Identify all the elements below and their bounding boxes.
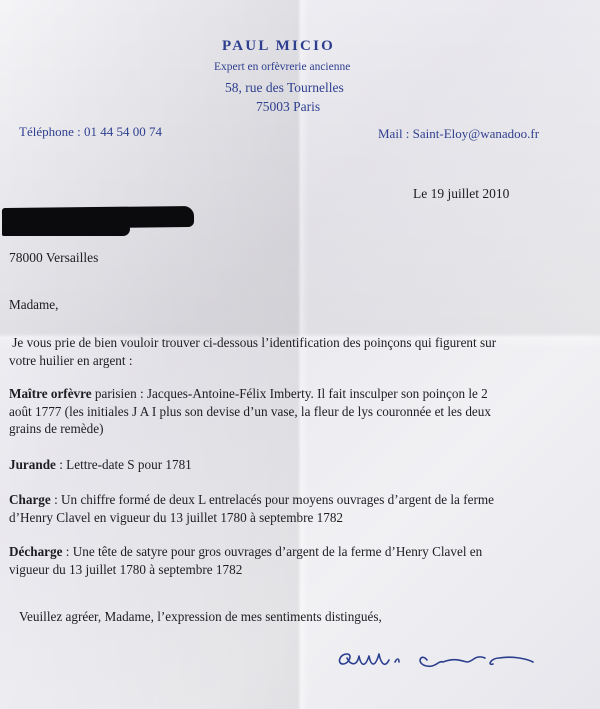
maitre-label: Maître orfèvre: [9, 386, 92, 401]
letterhead-city: 75003 Paris: [256, 99, 321, 114]
recipient-city: 78000 Versailles: [9, 250, 99, 265]
intro-line-2: votre huilier en argent :: [9, 352, 133, 368]
charge-line-2: d’Henry Clavel en vigueur du 13 juillet 1780 à septembre 1782: [9, 509, 344, 525]
closing-line: Veuillez agréer, Madame, l’expression de mes sentiments distingués,: [19, 609, 382, 624]
letterhead-street: 58, rue des Tournelles: [225, 80, 344, 95]
jurande-text: : Lettre-date S pour 1781: [55, 457, 192, 472]
jurande-label: Jurande: [9, 457, 56, 472]
charge-text-1: : Un chiffre formé de deux L entrelacés pour moyens ouvrages d’argent de la ferme: [50, 492, 494, 507]
intro-paragraph: [9, 334, 496, 369]
jurande-paragraph: [9, 456, 192, 474]
maitre-line-1: [9, 385, 491, 403]
salutation: Madame,: [9, 297, 59, 312]
intro-line-1: Je vous prie de bien vouloir trouver ci-dessous l’identification des poinçons qui figurent sur: [9, 335, 497, 350]
decharge-line-2: vigueur du 13 juillet 1780 à septembre 1782: [9, 561, 243, 577]
maitre-paragraph: [9, 385, 491, 438]
decharge-text-1: : Une tête de satyre pour gros ouvrages d’argent de la ferme d’Henry Clavel en: [62, 544, 483, 559]
letterhead-mail: Mail : Saint-Eloy@wanadoo.fr: [378, 126, 540, 141]
charge-paragraph: [9, 491, 494, 526]
charge-label: Charge: [9, 492, 51, 507]
redaction-bar-lower: [2, 222, 130, 236]
letterhead-title: Expert en orfèvrerie ancienne: [214, 61, 351, 73]
maitre-line-2: août 1777 (les initiales J A I plus son devise d’un vase, la fleur de lys couronnée et les deux: [9, 403, 491, 419]
maitre-text-1: parisien : Jacques-Antoine-Félix Imberty. Il fait insculper son poinçon le 2: [91, 386, 488, 401]
letter-date: Le 19 juillet 2010: [413, 186, 510, 201]
maitre-line-3: grains de remède): [9, 421, 104, 436]
letterhead-name: PAUL MICIO: [222, 38, 335, 54]
charge-line-1: [9, 491, 494, 509]
decharge-label: Décharge: [9, 544, 63, 559]
decharge-line-1: [9, 543, 482, 561]
handwritten-signature-icon: [335, 640, 540, 680]
letterhead-phone: Téléphone : 01 44 54 00 74: [19, 124, 162, 139]
decharge-paragraph: [9, 543, 482, 578]
